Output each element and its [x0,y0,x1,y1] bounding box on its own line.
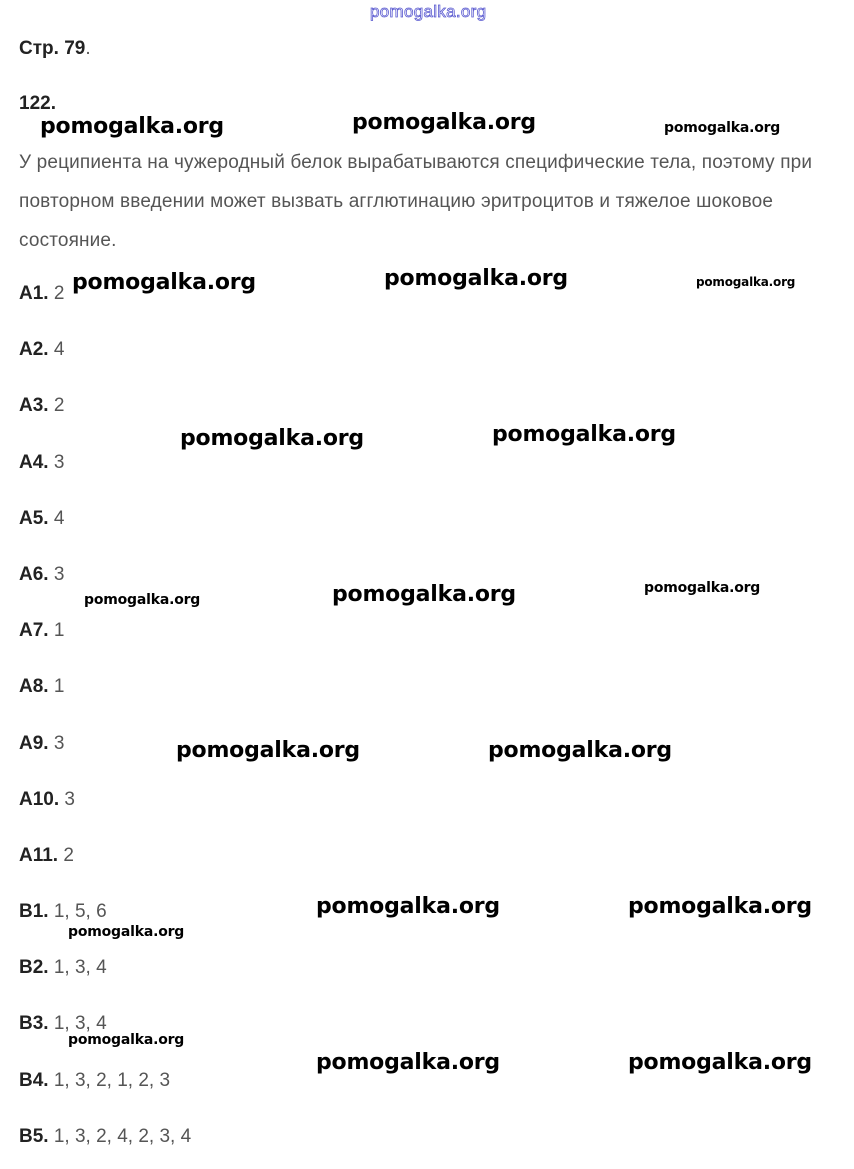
watermark: pomogalka.org [84,592,201,608]
watermark: pomogalka.org [644,580,761,596]
watermark: pomogalka.org [68,1032,185,1048]
answer-label: А10. [19,789,60,810]
answer-row-b1 [19,901,107,923]
watermark: pomogalka.org [176,738,360,763]
watermark: pomogalka.org [696,275,796,289]
answer-value: 1, 5, 6 [53,901,107,922]
answer-label: В5. [19,1126,49,1147]
answer-value: 3 [53,452,65,473]
watermark: pomogalka.org [72,270,256,295]
answer-row-a2 [19,339,64,361]
answer-value: 1, 3, 2, 1, 2, 3 [53,1070,171,1091]
answer-row-a9 [19,733,64,755]
answer-value: 1, 3, 4 [53,1013,107,1034]
watermark: pomogalka.org [628,1050,812,1075]
watermark: pomogalka.org [492,422,676,447]
answer-row-b2 [19,957,107,979]
watermark: pomogalka.org [488,738,672,763]
task-number: 122. [19,93,56,114]
answer-label: А7. [19,620,49,641]
answer-row-a1 [19,283,64,305]
watermark: pomogalka.org [180,426,364,451]
answer-value: 1, 3, 4 [53,957,107,978]
answer-label: В4. [19,1070,49,1091]
site-header-logo[interactable]: pomogalka.org [370,2,487,21]
page-reference [19,38,91,60]
answer-label: А5. [19,508,49,529]
watermark: pomogalka.org [628,894,812,919]
answer-row-a10 [19,789,75,811]
answer-row-b5 [19,1126,191,1148]
answer-label: А9. [19,733,49,754]
answer-value: 2 [53,395,65,416]
watermark: pomogalka.org [664,120,781,136]
watermark: pomogalka.org [68,924,185,940]
answer-value: 2 [53,283,65,304]
answer-value: 3 [53,733,65,754]
answer-row-a8 [19,676,64,698]
answer-value: 1, 3, 2, 4, 2, 3, 4 [53,1126,192,1147]
answer-label: В1. [19,901,49,922]
answer-value: 1 [53,676,65,697]
watermark: pomogalka.org [40,114,224,139]
answer-label: А3. [19,395,49,416]
watermark: pomogalka.org [352,110,536,135]
answer-label: А1. [19,283,49,304]
watermark: pomogalka.org [332,582,516,607]
task-answer-text: У реципиента на чужеродный белок вырабатываются специфические тела, поэтому при повторном введении может вызвать агглютинацию эритроцитов и тяжелое шоковое состояние. [19,152,813,251]
answer-value: 4 [53,339,65,360]
answer-label: А6. [19,564,49,585]
page-reference-dot: . [85,38,91,59]
answer-label: А2. [19,339,49,360]
answer-row-a7 [19,620,64,642]
answer-value: 3 [64,789,75,810]
answer-row-b4 [19,1070,170,1092]
answer-row-a3 [19,395,64,417]
answer-value: 4 [53,508,65,529]
answer-label: В2. [19,957,49,978]
answer-value: 2 [63,845,74,866]
answer-label: А8. [19,676,49,697]
watermark: pomogalka.org [316,894,500,919]
answer-label: В3. [19,1013,49,1034]
answer-row-a4 [19,452,64,474]
watermark: pomogalka.org [384,266,568,291]
answer-label: А11. [19,845,59,866]
answer-value: 1 [53,620,65,641]
answer-row-a11 [19,845,74,867]
answer-label: А4. [19,452,49,473]
watermark: pomogalka.org [316,1050,500,1075]
page-reference-label: Стр. 79 [19,38,86,59]
answer-value: 3 [53,564,65,585]
answer-row-a5 [19,508,64,530]
answer-row-a6 [19,564,64,586]
